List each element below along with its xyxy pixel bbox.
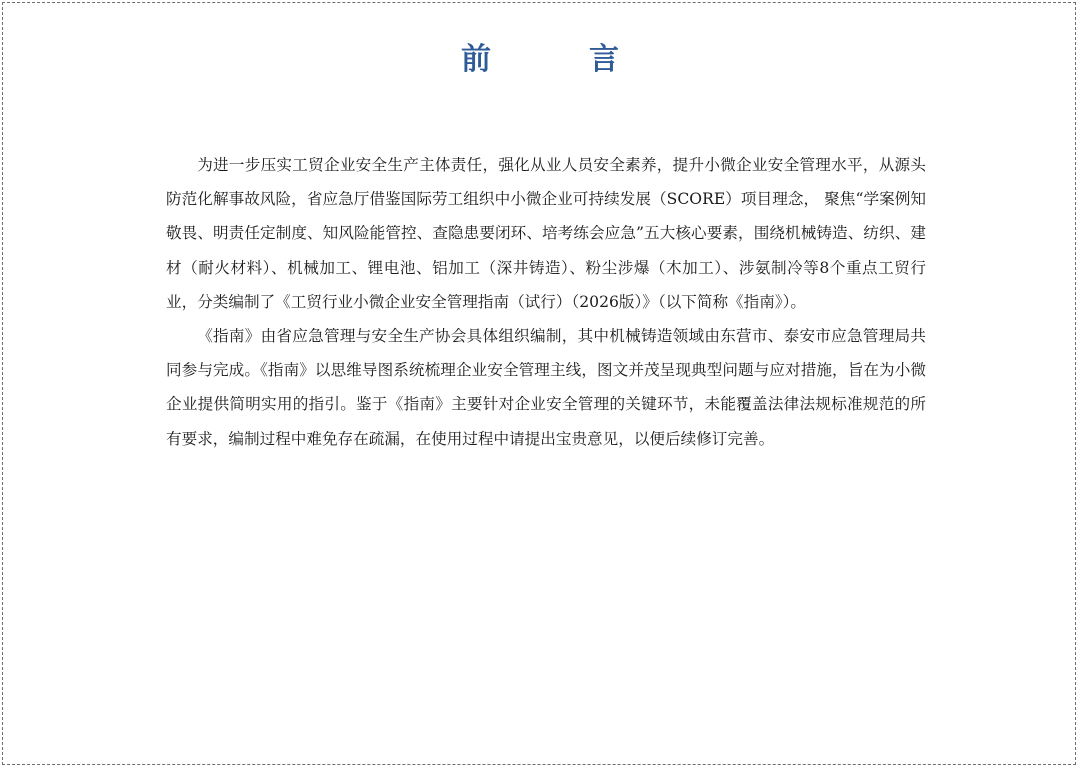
- paragraph-1: 为进一步压实工贸企业安全生产主体责任，强化从业人员安全素养，提升小微企业安全管理水平，从源头防范化解事故风险，省应急厅借鉴国际劳工组织中小微企业可持续发展（SCORE）项目理念， 聚焦“学案例知敬畏、明责任定制度、知风险能管控、查隐患要闭环、培考练会应急”五大核心要素，围绕机械铸造、纺织、建材（耐火材料）、机械加工、锂电池、铝加工（深井铸造）、粉尘涉爆（木加工）、涉氨制冷等8个重点工贸行业，分类编制了《工贸行业小微企业安全管理指南（试行）（2026版）》（以下简称《指南》）。: [166, 156, 926, 311]
- document-body: [166, 148, 926, 456]
- paragraph-2: 《指南》由省应急管理与安全生产协会具体组织编制，其中机械铸造领域由东营市、泰安市应急管理局共同参与完成。《指南》以思维导图系统梳理企业安全管理主线，图文并茂呈现典型问题与应对措施，旨在为小微企业提供简明实用的指引。鉴于《指南》主要针对企业安全管理的关键环节，未能覆盖法律法规标准规范的所有要求，编制过程中难免存在疏漏，在使用过程中请提出宝贵意见，以便后续修订完善。: [166, 327, 926, 448]
- page-title: 前 言: [461, 42, 653, 77]
